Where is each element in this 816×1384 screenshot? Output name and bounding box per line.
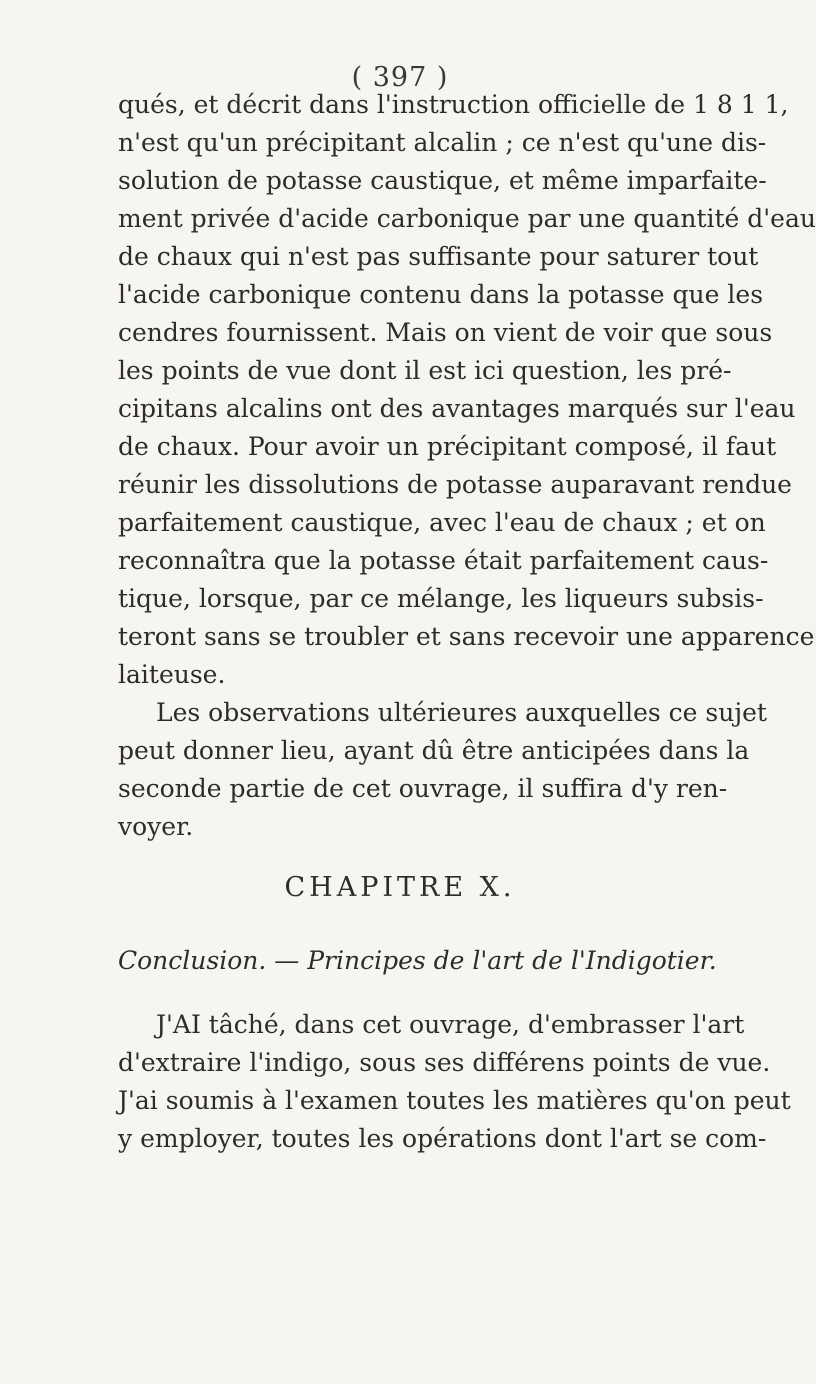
text-line: voyer. bbox=[118, 812, 194, 841]
text-line: teront sans se troubler et sans recevoir une apparence bbox=[118, 622, 815, 651]
text-line: Les observations ultérieures auxquelles ce sujet bbox=[156, 698, 767, 727]
text-line: parfaitement caustique, avec l'eau de chaux ; et on bbox=[118, 508, 766, 537]
text-line: J'ai soumis à l'examen toutes les matières qu'on peut bbox=[118, 1086, 791, 1115]
paragraph-2 bbox=[118, 694, 767, 846]
chapter-subtitle: Conclusion. — Principes de l'art de l'Indigotier. bbox=[118, 946, 717, 975]
text-line: de chaux. Pour avoir un précipitant composé, il faut bbox=[118, 432, 777, 461]
text-line: reconnaîtra que la potasse était parfaitement caus- bbox=[118, 546, 769, 575]
text-line: de chaux qui n'est pas suffisante pour saturer tout bbox=[118, 242, 759, 271]
page-number: ( 397 ) bbox=[351, 62, 449, 93]
text-line: laiteuse. bbox=[118, 660, 226, 689]
text-line: n'est qu'un précipitant alcalin ; ce n'est qu'une dis- bbox=[118, 128, 767, 157]
text-line: les points de vue dont il est ici question, les pré- bbox=[118, 356, 732, 385]
text-line: seconde partie de cet ouvrage, il suffira d'y ren- bbox=[118, 774, 728, 803]
text-line: ment privée d'acide carbonique par une quantité d'eau bbox=[118, 204, 816, 233]
chapter-title: CHAPITRE X. bbox=[284, 872, 516, 903]
drop-letter: J bbox=[156, 1010, 167, 1039]
text-line: cendres fournissent. Mais on vient de voir que sous bbox=[118, 318, 773, 347]
opening-word-rest: 'AI bbox=[166, 1010, 201, 1039]
text-line: l'acide carbonique contenu dans la potasse que les bbox=[118, 280, 764, 309]
text-line: solution de potasse caustique, et même imparfaite- bbox=[118, 166, 767, 195]
text-line: qués, et décrit dans l'instruction officielle de 1 8 1 1, bbox=[118, 90, 789, 119]
text-line: y employer, toutes les opérations dont l'art se com- bbox=[118, 1124, 767, 1153]
text-line: tique, lorsque, par ce mélange, les liqueurs subsis- bbox=[118, 584, 764, 613]
paragraph-3 bbox=[118, 1006, 791, 1158]
text-line: d'extraire l'indigo, sous ses différens points de vue. bbox=[118, 1048, 771, 1077]
opening-line-rest: tâché, dans cet ouvrage, d'embrasser l'art bbox=[208, 1010, 745, 1039]
text-line: peut donner lieu, ayant dû être anticipées dans la bbox=[118, 736, 750, 765]
text-line-opening bbox=[118, 1006, 745, 1044]
text-line: cipitans alcalins ont des avantages marqués sur l'eau bbox=[118, 394, 796, 423]
text-line: réunir les dissolutions de potasse auparavant rendue bbox=[118, 470, 792, 499]
paragraph-1 bbox=[118, 86, 816, 694]
